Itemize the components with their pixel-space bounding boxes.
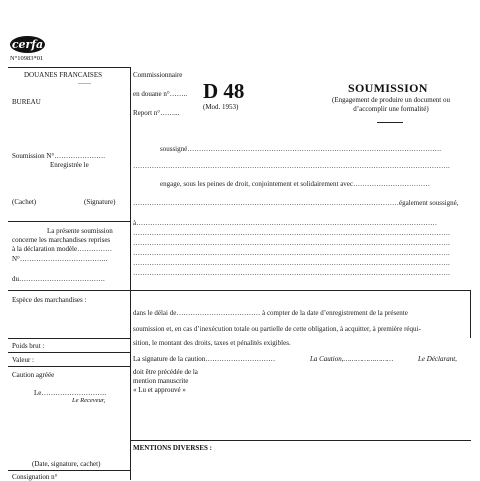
presente-line4: N°………………………………..	[12, 255, 108, 263]
rule-presente	[8, 290, 130, 291]
blank-line-6: ……………………………………………………………………………………………………………………….	[133, 269, 450, 277]
form-title: SOUMISSION	[348, 81, 428, 95]
commissionnaire-label: Commissionnaire	[133, 71, 183, 79]
douanes-dash: ——	[78, 80, 91, 87]
doit-line1: doit être précédée de la	[133, 368, 198, 376]
declarant-label: Le Déclarant,	[418, 355, 457, 363]
delai-line: dans le délai de……………………………… à compter de la date d’enregistrement de la présente	[133, 309, 408, 317]
form-number: N°10983*01	[10, 55, 44, 62]
cerfa-logo: cerfa	[11, 38, 44, 51]
presente-line1: La présente soumission	[47, 227, 113, 235]
egalement-line: ……………………………………………………………………………………………………également soussigné,	[133, 199, 459, 207]
date-sig-label: (Date, signature, cachet)	[32, 460, 101, 468]
form-code: D 48	[203, 79, 245, 103]
form-mod: (Mod. 1953)	[203, 103, 239, 111]
presente-line3: à la déclaration modèle……………	[12, 245, 113, 253]
rule-espece	[8, 338, 130, 339]
a-line: à…………………………………………………………………………………………………………………	[133, 219, 438, 227]
rule-cachet	[8, 221, 130, 222]
soumission-text: soumission et, en cas d’inexécution totale ou partielle de cette obligation, à acquitter, à première réqui-	[133, 325, 421, 333]
enregistree-label: Enregistrée le	[50, 161, 89, 169]
le-field: Le……………………….	[34, 389, 107, 397]
blank-line-3: ……………………………………………………………………………………………………………………….	[133, 239, 450, 247]
sition-text: sition, le montant des droits, taxes et pénalités exigibles.	[133, 339, 291, 347]
bureau-label: BUREAU	[12, 98, 41, 106]
rule-poids	[8, 352, 130, 353]
poids-label: Poids brut :	[12, 342, 45, 350]
doit-line2: mention manuscrite	[133, 377, 189, 385]
blank-line-4: ……………………………………………………………………………………………………………………….	[133, 249, 450, 257]
blank-line-1: ……………………………………………………………………………………………………………………….	[133, 162, 450, 170]
signature-label: (Signature)	[84, 198, 116, 206]
subtitle-line2: d’accomplir une formalité)	[353, 105, 429, 113]
soumission-number: Soumission N°………………….	[12, 152, 106, 160]
top-rule-left	[8, 67, 130, 68]
espece-label: Espèce des marchandises :	[12, 296, 87, 304]
blank-line-2: ……………………………………………………………………………………………………………………….	[133, 229, 450, 237]
rule-valeur	[8, 366, 130, 367]
subtitle-rule	[377, 122, 403, 123]
caution-signature-label: La Caution,……………………	[310, 355, 394, 363]
subtitle-line1: (Engagement de produire un document ou	[332, 96, 450, 104]
report-field: Report n°……...	[133, 109, 180, 117]
receveur-label: Le Receveur,	[72, 397, 106, 404]
column-divider	[130, 67, 131, 480]
caution-label: Caution agréée	[12, 371, 55, 379]
cachet-label: (Cachet)	[12, 198, 37, 206]
rule-mentions	[131, 440, 471, 441]
right-border	[470, 290, 471, 338]
rule-engagement	[131, 290, 470, 291]
douanes-label: DOUANES FRANCAISES	[24, 71, 102, 79]
presente-line2: concerne les marchandises reprises	[12, 236, 111, 244]
doit-line3: « Lu et approuvé »	[133, 386, 186, 394]
soussigne-line: soussigné……………………………………………………………………………………………….	[160, 145, 441, 153]
mentions-label: MENTIONS DIVERSES :	[133, 444, 212, 452]
sig-caution-text: La signature de la caution…………………………	[133, 355, 276, 363]
blank-line-5: ……………………………………………………………………………………………………………………….	[133, 259, 450, 267]
rule-date	[8, 470, 130, 471]
en-douane-field: en douane n°……..	[133, 90, 188, 98]
consignation-label: Consignation n°	[12, 473, 58, 481]
du-field: du……………………………….	[12, 275, 105, 283]
engage-line: engage, sous les peines de droit, conjointement et solidairement avec……………………………	[160, 180, 431, 188]
valeur-label: Valeur :	[12, 356, 34, 364]
